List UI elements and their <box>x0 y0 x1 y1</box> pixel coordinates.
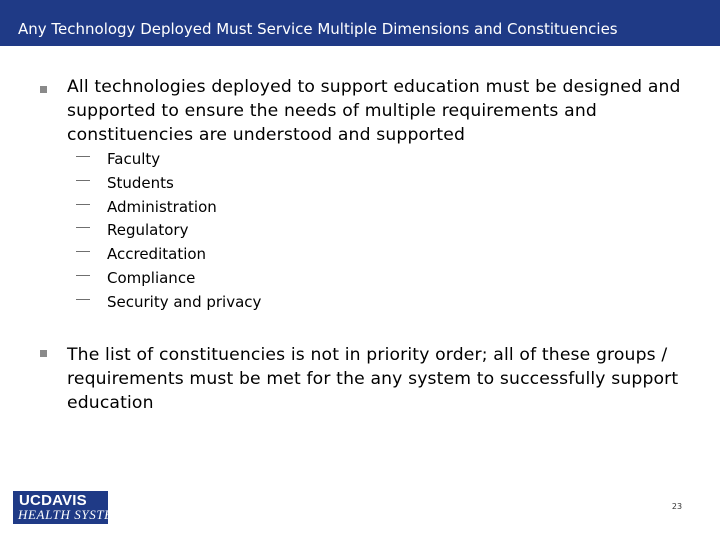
logo-subtitle: HEALTH SYSTEM <box>18 507 125 522</box>
bullet-text-1: All technologies deployed to support education must be designed and supported to ensure the needs of multiple requirements and constituencies are understood and supported <box>67 77 681 145</box>
list-item-label: Faculty <box>107 150 161 168</box>
list-item-label: Administration <box>107 197 217 216</box>
dash-icon <box>76 299 90 300</box>
bullet-text-2: The list of constituencies is not in priority order; all of these groups / requirements must be met for the any system to successfully support education <box>67 345 679 413</box>
list-item-label: Compliance <box>107 268 196 287</box>
page-number: 23 <box>671 502 683 511</box>
dash-icon <box>76 227 90 228</box>
slide-title: Any Technology Deployed Must Service Multiple Dimensions and Constituencies <box>18 20 618 38</box>
logo-wordmark: UCDAVIS <box>19 492 87 509</box>
dash-icon <box>76 156 90 157</box>
dash-icon <box>76 275 90 276</box>
dash-icon <box>76 251 90 252</box>
list-item-label: Accreditation <box>107 245 207 264</box>
list-item-label: Students <box>107 173 174 192</box>
list-item-label: Security and privacy <box>107 292 262 311</box>
dash-icon <box>76 204 90 205</box>
list-item-label: Regulatory <box>107 221 189 240</box>
ucdavis-health-system-logo <box>13 491 125 524</box>
bullet-marker-icon <box>40 86 47 93</box>
dash-icon <box>76 180 90 181</box>
bullet-marker-icon <box>40 350 47 357</box>
